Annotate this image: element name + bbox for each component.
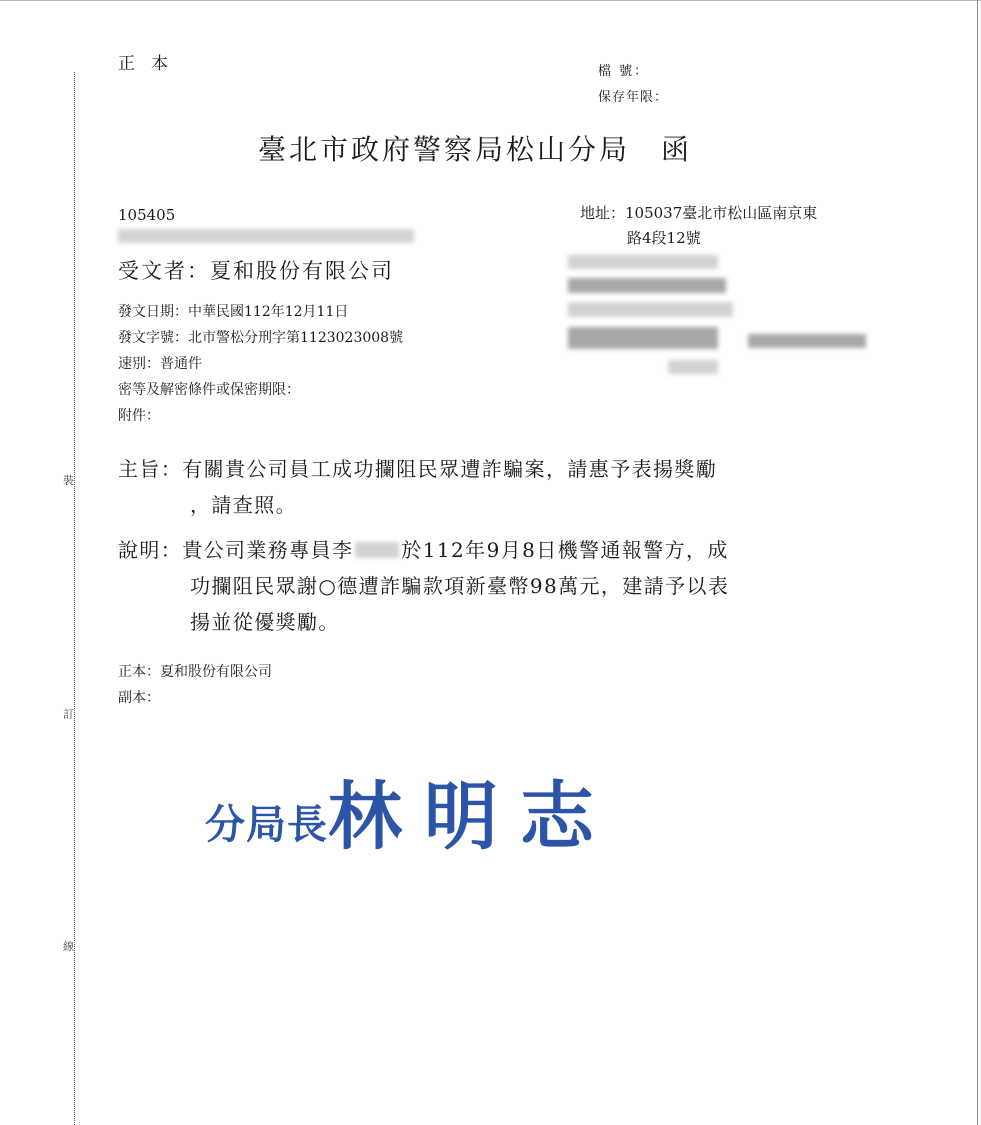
- signature-stamp: [205, 758, 616, 864]
- binding-mark-line: 線: [63, 940, 74, 953]
- retention-label: 保存年限：: [598, 90, 669, 105]
- redacted-contact-3: [568, 302, 733, 317]
- page-edge-top: [0, 0, 981, 1]
- explanation-line-3: 揚並從優獎勵。: [190, 610, 340, 634]
- explanation-line-1-start: 說明：貴公司業務專員李: [118, 538, 354, 562]
- secrecy-level: 密等及解密條件或保密期限：: [118, 382, 300, 398]
- page-edge-right: [977, 0, 978, 1125]
- redacted-contact-6: [668, 360, 718, 374]
- attachment: 附件：: [118, 408, 160, 424]
- redacted-recipient-address: [118, 229, 414, 243]
- distribution-original: 正本：夏和股份有限公司: [118, 664, 272, 680]
- redacted-contact-5: [748, 334, 866, 348]
- delivery-speed: 速別：普通件: [118, 356, 202, 372]
- document-title: 臺北市政府警察局松山分局 函: [258, 133, 693, 166]
- document-reference-number: 發文字號：北市警松分刑字第1123023008號: [118, 330, 404, 346]
- issue-date: 發文日期：中華民國112年12月11日: [118, 304, 349, 320]
- explanation-line-1: [118, 534, 729, 563]
- signature-name: 林明志: [328, 774, 616, 860]
- recipient: 受文者：夏和股份有限公司: [118, 259, 394, 283]
- binding-mark-bind: 裝: [63, 474, 74, 487]
- redacted-contact-2: [568, 278, 726, 293]
- subject-line-2: ，請查照。: [190, 493, 297, 517]
- distribution-copy: 副本：: [118, 690, 160, 706]
- sender-address-line1: 地址：105037臺北市松山區南京東: [580, 204, 818, 222]
- sender-address-line2: 路4段12號: [627, 229, 701, 247]
- subject-line-1: 主旨：有關貴公司員工成功攔阻民眾遭詐騙案，請惠予表揚獎勵: [118, 457, 718, 481]
- redacted-employee-name: [355, 542, 399, 558]
- signature-title: 分局長: [205, 801, 328, 848]
- file-number-label: 檔 號：: [598, 64, 650, 79]
- redacted-contact-1: [568, 255, 718, 269]
- explanation-line-1-end: 於112年9月8日機警通報警方，成: [401, 538, 729, 562]
- redacted-contact-4: [568, 327, 718, 349]
- recipient-zip: 105405: [118, 206, 176, 224]
- binding-line: [74, 72, 75, 1125]
- explanation-line-2: 功攔阻民眾謝○德遭詐騙款項新臺幣98萬元，建請予以表: [190, 574, 730, 598]
- binding-mark-staple: 訂: [63, 708, 74, 721]
- original-copy-label: 正本: [118, 54, 184, 74]
